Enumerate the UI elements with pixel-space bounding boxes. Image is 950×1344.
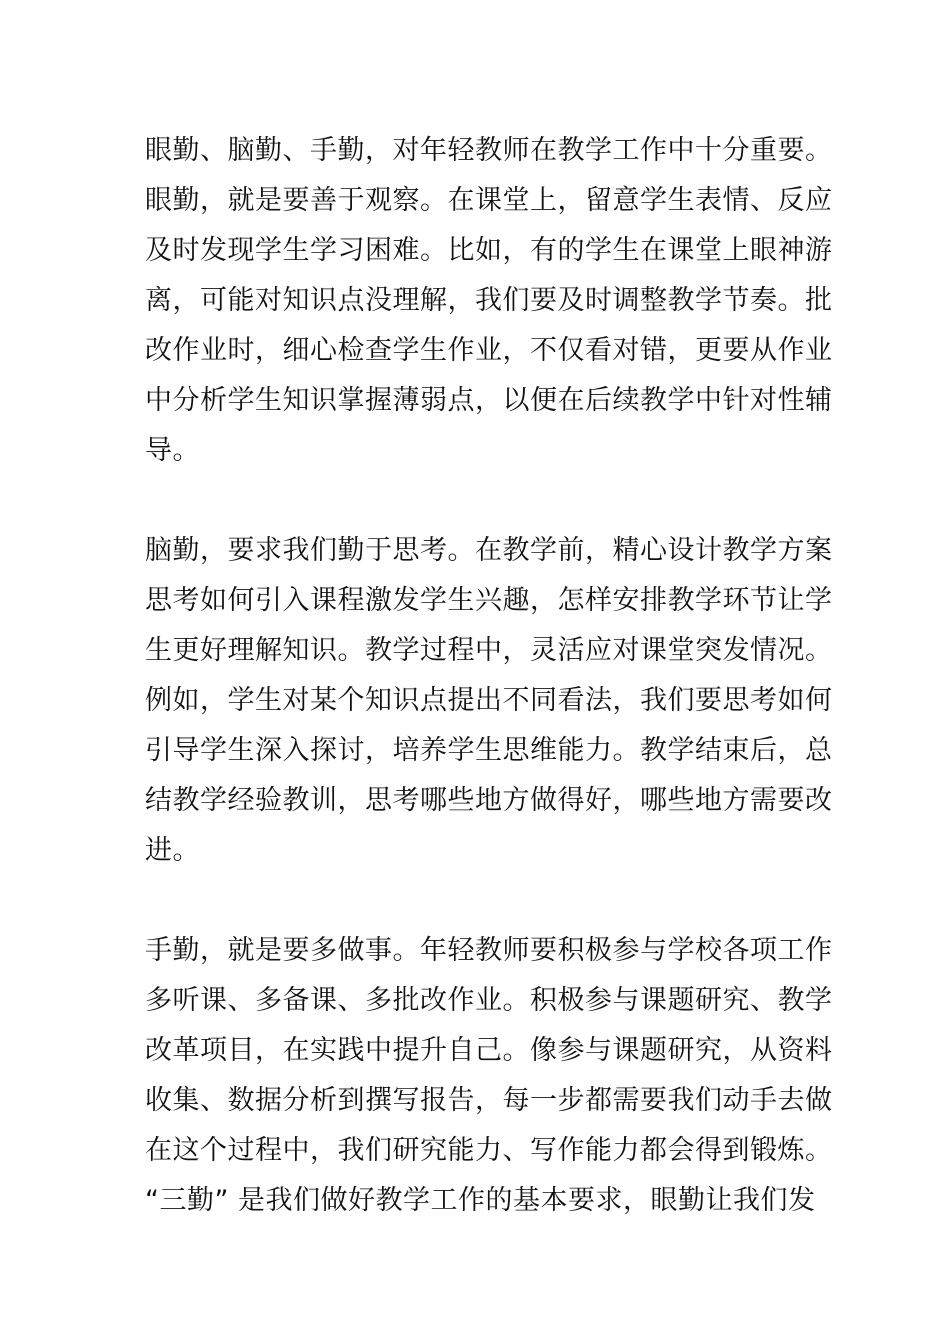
text-line: 中分析学生知识掌握薄弱点，以便在后续教学中针对性辅: [145, 385, 833, 416]
text-line: 离，可能对知识点没理解，我们要及时调整教学节奏。批: [145, 285, 833, 316]
paragraph-hand-diligence: [145, 926, 833, 1226]
text-line: 手勤，就是要多做事。年轻教师要积极参与学校各项工作: [145, 935, 833, 966]
text-line: 生更好理解知识。教学过程中，灵活应对课堂突发情况。: [145, 635, 833, 666]
text-line: 眼勤，就是要善于观察。在课堂上，留意学生表情、反应: [145, 185, 833, 216]
paragraph-gap: [145, 476, 825, 526]
text-line: 进。: [145, 835, 200, 866]
text-line: 引导学生深入探讨，培养学生思维能力。教学结束后，总: [145, 735, 833, 766]
paragraph-brain-diligence: [145, 526, 833, 876]
text-line: 改革项目，在实践中提升自己。像参与课题研究，从资料: [145, 1035, 833, 1066]
text-line: “三勤” 是我们做好教学工作的基本要求，眼勤让我们发: [145, 1185, 816, 1216]
text-line: 结教学经验教训，思考哪些地方做得好，哪些地方需要改: [145, 785, 833, 816]
text-line: 改作业时，细心检查学生作业，不仅看对错，更要从作业: [145, 335, 833, 366]
text-line: 思考如何引入课程激发学生兴趣，怎样安排教学环节让学: [145, 585, 833, 616]
text-line: 例如，学生对某个知识点提出不同看法，我们要思考如何: [145, 685, 833, 716]
document-body: [145, 126, 833, 1226]
paragraph-gap: [145, 876, 825, 926]
text-line: 眼勤、脑勤、手勤，对年轻教师在教学工作中十分重要。: [145, 135, 833, 166]
text-line: 脑勤，要求我们勤于思考。在教学前，精心设计教学方案: [145, 535, 833, 566]
text-line: 在这个过程中，我们研究能力、写作能力都会得到锻炼。: [145, 1135, 833, 1166]
text-line: 收集、数据分析到撰写报告，每一步都需要我们动手去做: [145, 1085, 833, 1116]
text-line: 及时发现学生学习困难。比如，有的学生在课堂上眼神游: [145, 235, 833, 266]
text-line: 多听课、多备课、多批改作业。积极参与课题研究、教学: [145, 985, 833, 1016]
paragraph-eye-diligence: [145, 126, 833, 476]
text-line: 导。: [145, 435, 200, 466]
